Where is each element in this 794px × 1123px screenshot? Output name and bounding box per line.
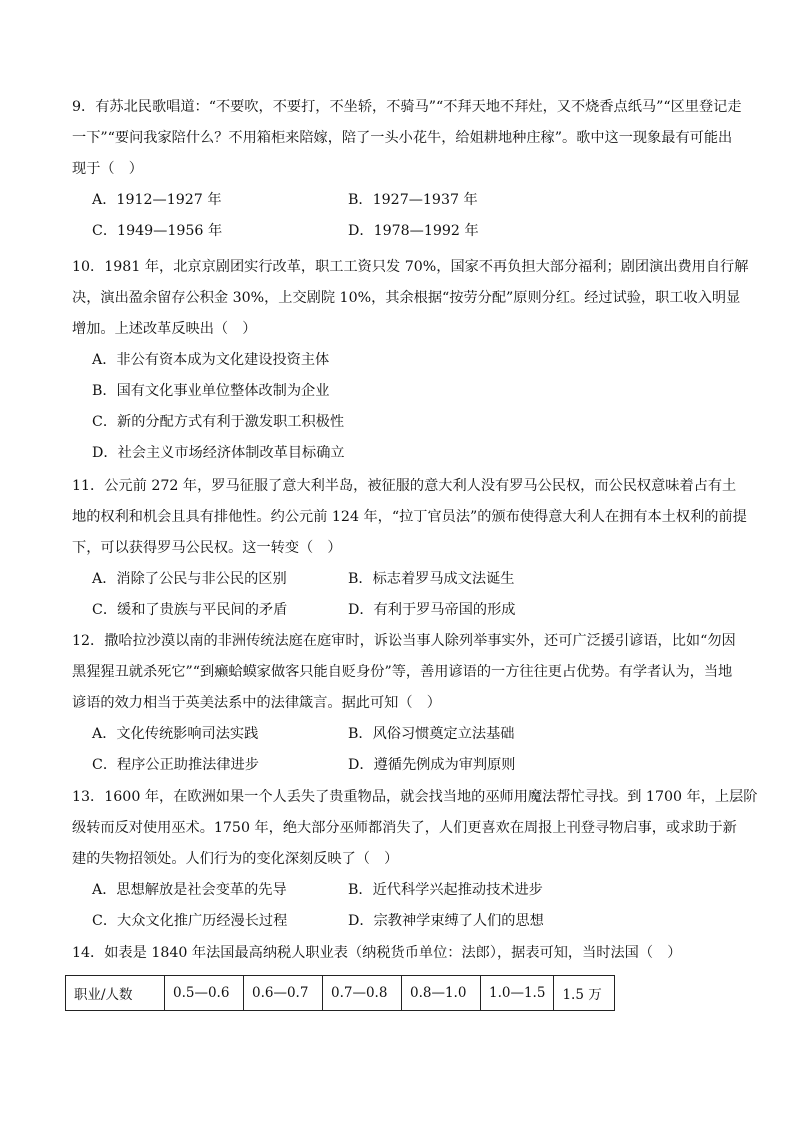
question-13-options-row-1 (72, 875, 727, 906)
question-13-option-c[interactable]: C．大众文化推广历经漫长过程 (92, 913, 288, 929)
question-12 (72, 626, 736, 781)
question-10-option-c[interactable]: C．新的分配方式有利于激发职工积极性 (92, 414, 345, 430)
question-9-option-b[interactable]: B．1927—1937 年 (348, 192, 478, 208)
table-header-cell: 0.7—0.8 (323, 976, 402, 1011)
question-13-line-3: 建的失物招领处。人们行为的变化深刻反映了（ ） (72, 851, 399, 867)
question-9-line-3: 现于（ ） (72, 161, 143, 177)
question-12-option-a[interactable]: A．文化传统影响司法实践 (92, 726, 259, 742)
question-13-option-b[interactable]: B．近代科学兴起推动技术进步 (348, 882, 543, 898)
question-12-line-2: 黑猩猩丑就杀死它”“到癞蛤蟆家做客只能自贬身份”等，善用谚语的一方往往更占优势。有学者认为，当地 (72, 664, 733, 680)
question-12-options-row-1 (72, 719, 727, 750)
question-14 (72, 938, 727, 969)
question-12-option-c[interactable]: C．程序公正助推法律进步 (92, 757, 259, 773)
question-9-option-c[interactable]: C．1949—1956 年 (92, 223, 223, 239)
question-12-option-d[interactable]: D．遵循先例成为审判原则 (348, 757, 516, 773)
question-10-option-row-c (72, 407, 727, 438)
question-12-options-row-2 (72, 750, 727, 781)
question-13-line-1: 13．1600 年，在欧洲如果一个人丢失了贵重物品，就会找当地的巫师用魔法帮忙寻找。到 1700 年，上层阶 (72, 789, 758, 805)
question-13-options-row-2 (72, 906, 727, 937)
question-10-line-2: 决，演出盈余留存公积金 30%，上交剧院 10%，其余根据“按劳分配”原则分红。经过试验，职工收入明显 (72, 290, 741, 306)
table-header-cell: 1.0—1.5 (481, 976, 554, 1011)
question-12-option-b[interactable]: B．风俗习惯奠定立法基础 (348, 726, 515, 742)
table-header-cell: 0.8—1.0 (402, 976, 481, 1011)
question-9-option-d[interactable]: D．1978—1992 年 (348, 223, 479, 239)
question-10-option-a[interactable]: A．非公有资本成为文化建设投资主体 (92, 352, 330, 368)
question-13 (72, 782, 758, 937)
question-10-option-d[interactable]: D．社会主义市场经济体制改革目标确立 (92, 445, 345, 461)
question-10-option-row-d (72, 438, 727, 469)
question-10-option-row-a (72, 345, 727, 376)
question-11-option-b[interactable]: B．标志着罗马成文法诞生 (348, 571, 515, 587)
question-11 (72, 471, 747, 626)
question-11-option-c[interactable]: C．缓和了贵族与平民间的矛盾 (92, 602, 288, 618)
question-13-line-2: 级转而反对使用巫术。1750 年，绝大部分巫师都消失了，人们更喜欢在周报上刊登寻物启事，或求助于新 (72, 820, 737, 836)
question-9-options-row-1 (72, 185, 727, 216)
question-11-line-2: 地的权利和机会且具有排他性。约公元前 124 年，“拉丁官员法”的颁布使得意大利人在拥有本土权利的前提 (72, 509, 747, 525)
question-14-line-1: 14．如表是 1840 年法国最高纳税人职业表（纳税货币单位：法郎），据表可知，当时法国（ ） (72, 945, 682, 961)
table-header-row (66, 976, 615, 1011)
question-9-line-2: 一下”“要问我家陪什么？不用箱柜来陪嫁，陪了一头小花牛，给姐耕地种庄稼”。歌中这一现象最有可能出 (72, 130, 733, 146)
question-13-option-d[interactable]: D．宗教神学束缚了人们的思想 (348, 913, 544, 929)
question-11-line-1: 11．公元前 272 年，罗马征服了意大利半岛，被征服的意大利人没有罗马公民权，而公民权意味着占有土 (72, 478, 737, 494)
table-header-cell: 1.5 万 (554, 976, 615, 1011)
question-11-line-3: 下，可以获得罗马公民权。这一转变（ ） (72, 540, 342, 556)
question-11-option-d[interactable]: D．有利于罗马帝国的形成 (348, 602, 516, 618)
table-header-cell: 0.5—0.6 (165, 976, 244, 1011)
question-10-option-b[interactable]: B．国有文化事业单位整体改制为企业 (92, 383, 330, 399)
question-10 (72, 252, 749, 469)
question-9 (72, 92, 742, 247)
question-9-option-a[interactable]: A．1912—1927 年 (92, 192, 222, 208)
question-12-line-3: 谚语的效力相当于英美法系中的法律箴言。据此可知（ ） (72, 695, 441, 711)
table-header-cell: 0.6—0.7 (244, 976, 323, 1011)
question-11-option-a[interactable]: A．消除了公民与非公民的区别 (92, 571, 287, 587)
taxpayer-table (65, 975, 615, 1011)
question-10-option-row-b (72, 376, 727, 407)
table-header-cell: 职业/人数 (66, 976, 165, 1011)
question-9-line-1: 9．有苏北民歌唱道：“不要吹，不要打，不坐轿，不骑马”“不拜天地不拜灶，又不烧香点纸马”“区里登记走 (72, 99, 742, 115)
question-9-options-row-2 (72, 216, 727, 247)
question-13-option-a[interactable]: A．思想解放是社会变革的先导 (92, 882, 287, 898)
question-10-line-1: 10．1981 年，北京京剧团实行改革，职工工资只发 70%，国家不再负担大部分福利；剧团演出费用自行解 (72, 259, 749, 275)
question-12-line-1: 12．撒哈拉沙漠以南的非洲传统法庭在庭审时，诉讼当事人除列举事实外，还可广泛援引谚语，比如“勿因 (72, 633, 736, 649)
question-11-options-row-1 (72, 564, 727, 595)
question-11-options-row-2 (72, 595, 727, 626)
question-10-line-3: 增加。上述改革反映出（ ） (72, 321, 257, 337)
